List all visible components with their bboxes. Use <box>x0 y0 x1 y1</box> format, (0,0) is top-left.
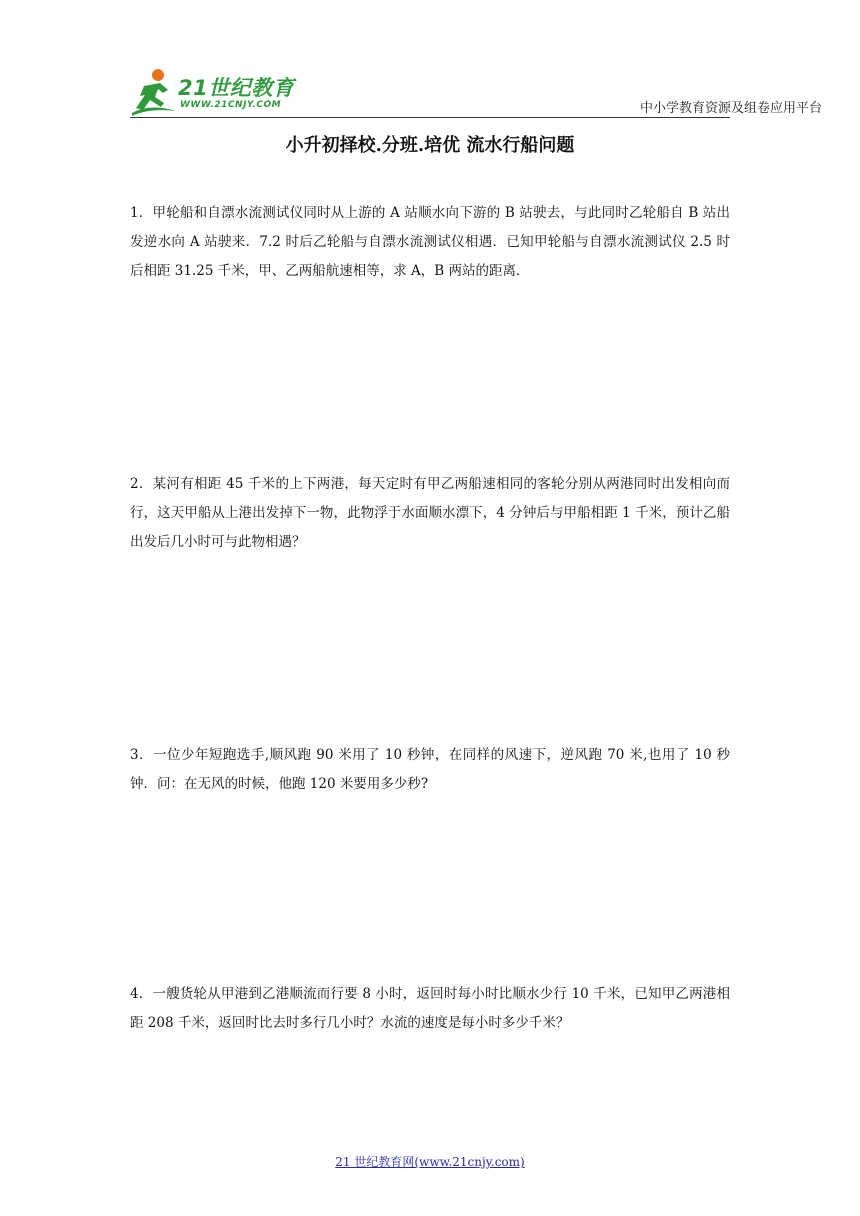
question-1: 1．甲轮船和自漂水流测试仪同时从上游的 A 站顺水向下游的 B 站驶去，与此同时乙轮船自 B 站出发逆水向 A 站驶来．7.2 时后乙轮船与自漂水流测试仪相遇．已知甲轮船与自漂水流测试仪 2.5 时后相距 31.25 千米，甲、乙两船航速相等，求 A，B 两站的距离． <box>130 205 730 279</box>
logo-text: 21世纪教育 <box>178 76 295 100</box>
header-tagline: 中小学教育资源及组卷应用平台 <box>639 101 822 116</box>
question-2: 2．某河有相距 45 千米的上下两港，每天定时有甲乙两船速相同的客轮分别从两港同时出发相向而行，这天甲船从上港出发掉下一物，此物浮于水面顺水漂下，4 分钟后与甲船相距 1 千米，预计乙船出发后几小时可与此物相遇？ <box>130 476 730 550</box>
header-divider <box>130 117 730 118</box>
footer-link[interactable]: 21 世纪教育网(www.21cnjy.com) <box>335 1155 525 1169</box>
page-header <box>0 0 860 130</box>
question-4: 4．一艘货轮从甲港到乙港顺流而行要 8 小时，返回时每小时比顺水少行 10 千米，已知甲乙两港相距 208 千米，返回时比去时多行几小时？水流的速度是每小时多少千米？ <box>130 986 730 1031</box>
runner-icon <box>130 66 180 118</box>
question-3: 3．一位少年短跑选手,顺风跑 90 米用了 10 秒钟，在同样的风速下，逆风跑 70 米,也用了 10 秒钟．问：在无风的时候，他跑 120 米要用多少秒? <box>130 747 730 792</box>
site-logo[interactable] <box>130 66 300 118</box>
document-title: 小升初择校.分班.培优 流水行船问题 <box>285 135 575 156</box>
logo-url: WWW.21CNJY.COM <box>180 100 282 110</box>
